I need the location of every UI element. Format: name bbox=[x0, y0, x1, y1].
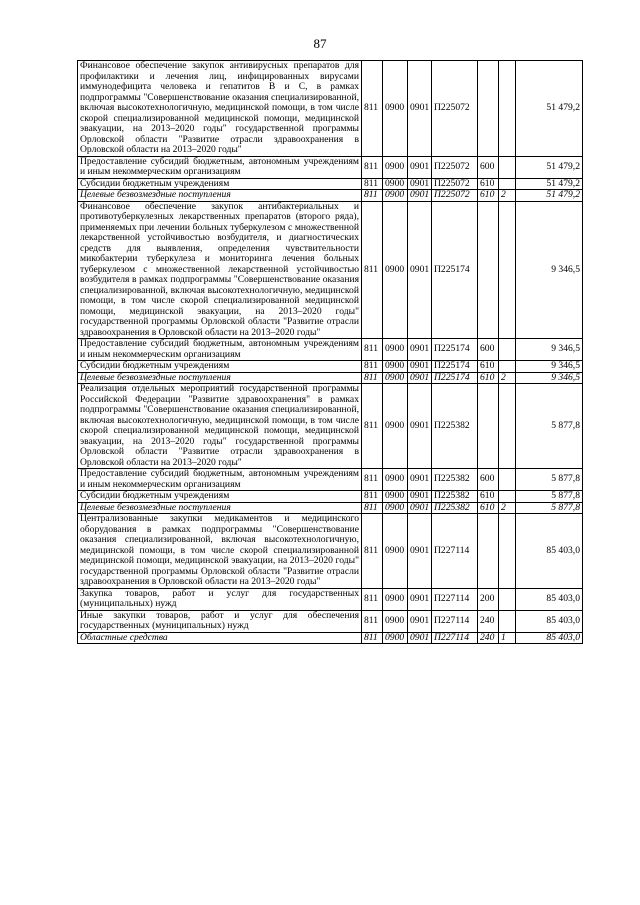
subsection-code: 0901 bbox=[408, 384, 432, 469]
funding-source-code bbox=[499, 156, 516, 178]
row-description: Предоставление субсидий бюджетным, автономным учреждениям и иным некоммерческим организациям bbox=[78, 469, 362, 491]
amount: 5 877,8 bbox=[516, 502, 583, 514]
amount: 9 346,5 bbox=[516, 361, 583, 373]
funding-source-code bbox=[499, 201, 516, 339]
amount: 85 403,0 bbox=[516, 632, 583, 644]
target-article-code: П227114 bbox=[432, 514, 478, 589]
table-row bbox=[78, 190, 583, 202]
target-article-code: П225072 bbox=[432, 178, 478, 190]
table-row bbox=[78, 588, 583, 610]
funding-source-code bbox=[499, 491, 516, 503]
department-code: 811 bbox=[362, 156, 383, 178]
department-code: 811 bbox=[362, 384, 383, 469]
amount: 51 479,2 bbox=[516, 156, 583, 178]
subsection-code: 0901 bbox=[408, 156, 432, 178]
amount: 9 346,5 bbox=[516, 201, 583, 339]
funding-source-code bbox=[499, 588, 516, 610]
expense-type-code: 200 bbox=[478, 588, 499, 610]
section-code: 0900 bbox=[383, 632, 408, 644]
funding-source-code: 2 bbox=[499, 190, 516, 202]
department-code: 811 bbox=[362, 178, 383, 190]
funding-source-code bbox=[499, 361, 516, 373]
subsection-code: 0901 bbox=[408, 610, 432, 632]
target-article-code: П227114 bbox=[432, 632, 478, 644]
subsection-code: 0901 bbox=[408, 469, 432, 491]
row-description: Предоставление субсидий бюджетным, автономным учреждениям и иным некоммерческим организациям bbox=[78, 156, 362, 178]
section-code: 0900 bbox=[383, 491, 408, 503]
row-description: Субсидии бюджетным учреждениям bbox=[78, 178, 362, 190]
expense-type-code: 610 bbox=[478, 361, 499, 373]
section-code: 0900 bbox=[383, 502, 408, 514]
section-code: 0900 bbox=[383, 61, 408, 157]
subsection-code: 0901 bbox=[408, 514, 432, 589]
subsection-code: 0901 bbox=[408, 361, 432, 373]
subsection-code: 0901 bbox=[408, 178, 432, 190]
expense-type-code: 610 bbox=[478, 372, 499, 384]
table-row bbox=[78, 372, 583, 384]
subsection-code: 0901 bbox=[408, 339, 432, 361]
funding-source-code bbox=[499, 384, 516, 469]
amount: 51 479,2 bbox=[516, 61, 583, 157]
row-description: Иные закупки товаров, работ и услуг для обеспечения государственных (муниципальных) нужд bbox=[78, 610, 362, 632]
section-code: 0900 bbox=[383, 361, 408, 373]
target-article-code: П227114 bbox=[432, 610, 478, 632]
target-article-code: П225382 bbox=[432, 491, 478, 503]
target-article-code: П225174 bbox=[432, 361, 478, 373]
department-code: 811 bbox=[362, 502, 383, 514]
department-code: 811 bbox=[362, 61, 383, 157]
target-article-code: П225072 bbox=[432, 190, 478, 202]
subsection-code: 0901 bbox=[408, 201, 432, 339]
row-description: Финансовое обеспечение закупок антивирусных препаратов для профилактики и лечения лиц, инфицированных вирусами иммунодефицита человека и гепатитов В и С, в рамках подпрограммы "Совершенствование оказания специализированной, включая высокотехнологичную, медицинской помощи, в том числе скорой специализированной медицинской помощи, медицинской эвакуации, на 2013–2020 годы" государственной программы Орловской области "Развитие отрасли здравоохранения в Орловской области на 2013–2020 годы" bbox=[78, 61, 362, 157]
table-row bbox=[78, 384, 583, 469]
department-code: 811 bbox=[362, 361, 383, 373]
expense-type-code: 610 bbox=[478, 190, 499, 202]
amount: 9 346,5 bbox=[516, 372, 583, 384]
amount: 85 403,0 bbox=[516, 610, 583, 632]
subsection-code: 0901 bbox=[408, 61, 432, 157]
expense-type-code bbox=[478, 384, 499, 469]
section-code: 0900 bbox=[383, 384, 408, 469]
row-description: Субсидии бюджетным учреждениям bbox=[78, 361, 362, 373]
funding-source-code: 1 bbox=[499, 632, 516, 644]
department-code: 811 bbox=[362, 339, 383, 361]
row-description: Целевые безвозмездные поступления bbox=[78, 502, 362, 514]
expense-type-code: 600 bbox=[478, 339, 499, 361]
target-article-code: П225072 bbox=[432, 61, 478, 157]
amount: 51 479,2 bbox=[516, 190, 583, 202]
subsection-code: 0901 bbox=[408, 491, 432, 503]
row-description: Субсидии бюджетным учреждениям bbox=[78, 491, 362, 503]
row-description: Финансовое обеспечение закупок антибактериальных и противотуберкулезных лекарственных препаратов (второго ряда), применяемых при лечении больных туберкулезом с множественной лекарственной устойчивостью возбудителя, и диагностических средств для выявления, определения чувствительности микобактерии туберкулеза и мониторинга лечения больных туберкулезом с множественной лекарственной устойчивостью возбудителя в рамках подпрограммы "Совершенствование оказания специализированной, включая высокотехнологичную, медицинской помощи, в том числе скорой специализированной медицинской помощи, медицинской эвакуации, на 2013–2020 годы" государственной программы Орловской области "Развитие отрасли здравоохранения в Орловской области на 2013–2020 годы" bbox=[78, 201, 362, 339]
section-code: 0900 bbox=[383, 339, 408, 361]
budget-table bbox=[77, 60, 583, 644]
table-row bbox=[78, 361, 583, 373]
department-code: 811 bbox=[362, 469, 383, 491]
table-row bbox=[78, 610, 583, 632]
subsection-code: 0901 bbox=[408, 502, 432, 514]
funding-source-code bbox=[499, 61, 516, 157]
expense-type-code bbox=[478, 61, 499, 157]
table-row bbox=[78, 339, 583, 361]
section-code: 0900 bbox=[383, 588, 408, 610]
funding-source-code: 2 bbox=[499, 372, 516, 384]
expense-type-code: 610 bbox=[478, 178, 499, 190]
amount: 85 403,0 bbox=[516, 514, 583, 589]
target-article-code: П225382 bbox=[432, 384, 478, 469]
expense-type-code bbox=[478, 201, 499, 339]
department-code: 811 bbox=[362, 190, 383, 202]
department-code: 811 bbox=[362, 632, 383, 644]
target-article-code: П225174 bbox=[432, 201, 478, 339]
funding-source-code bbox=[499, 469, 516, 491]
table-row bbox=[78, 469, 583, 491]
table-row bbox=[78, 201, 583, 339]
row-description: Целевые безвозмездные поступления bbox=[78, 190, 362, 202]
section-code: 0900 bbox=[383, 610, 408, 632]
table-row bbox=[78, 502, 583, 514]
target-article-code: П227114 bbox=[432, 588, 478, 610]
subsection-code: 0901 bbox=[408, 632, 432, 644]
expense-type-code bbox=[478, 514, 499, 589]
table-row bbox=[78, 61, 583, 157]
amount: 5 877,8 bbox=[516, 469, 583, 491]
department-code: 811 bbox=[362, 588, 383, 610]
section-code: 0900 bbox=[383, 156, 408, 178]
target-article-code: П225174 bbox=[432, 339, 478, 361]
funding-source-code bbox=[499, 610, 516, 632]
table-row bbox=[78, 156, 583, 178]
amount: 85 403,0 bbox=[516, 588, 583, 610]
section-code: 0900 bbox=[383, 178, 408, 190]
table-row bbox=[78, 178, 583, 190]
amount: 51 479,2 bbox=[516, 178, 583, 190]
target-article-code: П225382 bbox=[432, 469, 478, 491]
amount: 9 346,5 bbox=[516, 339, 583, 361]
expense-type-code: 610 bbox=[478, 491, 499, 503]
section-code: 0900 bbox=[383, 514, 408, 589]
target-article-code: П225382 bbox=[432, 502, 478, 514]
row-description: Целевые безвозмездные поступления bbox=[78, 372, 362, 384]
funding-source-code bbox=[499, 514, 516, 589]
department-code: 811 bbox=[362, 491, 383, 503]
row-description: Предоставление субсидий бюджетным, автономным учреждениям и иным некоммерческим организациям bbox=[78, 339, 362, 361]
expense-type-code: 600 bbox=[478, 469, 499, 491]
row-description: Реализация отдельных мероприятий государственной программы Российской Федерации "Развитие здравоохранения" в рамках подпрограммы "Совершенствование оказания специализированной, включая высокотехнологичную, медицинской помощи, в том числе скорой специализированной медицинской помощи, медицинской эвакуации, на 2013–2020 годы" государственной программы Орловской области "Развитие отрасли здравоохранения в Орловской области на 2013–2020 годы" bbox=[78, 384, 362, 469]
table-row bbox=[78, 491, 583, 503]
amount: 5 877,8 bbox=[516, 491, 583, 503]
funding-source-code bbox=[499, 339, 516, 361]
row-description: Областные средства bbox=[78, 632, 362, 644]
table-row bbox=[78, 514, 583, 589]
budget-table-body bbox=[78, 61, 583, 644]
department-code: 811 bbox=[362, 610, 383, 632]
subsection-code: 0901 bbox=[408, 588, 432, 610]
funding-source-code: 2 bbox=[499, 502, 516, 514]
page-number: 87 bbox=[313, 36, 327, 51]
department-code: 811 bbox=[362, 372, 383, 384]
department-code: 811 bbox=[362, 514, 383, 589]
subsection-code: 0901 bbox=[408, 190, 432, 202]
target-article-code: П225072 bbox=[432, 156, 478, 178]
section-code: 0900 bbox=[383, 372, 408, 384]
subsection-code: 0901 bbox=[408, 372, 432, 384]
target-article-code: П225174 bbox=[432, 372, 478, 384]
expense-type-code: 600 bbox=[478, 156, 499, 178]
section-code: 0900 bbox=[383, 190, 408, 202]
row-description: Закупка товаров, работ и услуг для государственных (муниципальных) нужд bbox=[78, 588, 362, 610]
table-row bbox=[78, 632, 583, 644]
section-code: 0900 bbox=[383, 469, 408, 491]
row-description: Централизованные закупки медикаментов и медицинского оборудования в рамках подпрограммы "Совершенствование оказания специализированной, включая высокотехнологичную, медицинской помощи, в том числе скорой специализированной медицинской помощи, медицинской эвакуации, на 2013–2020 годы" государственной программы Орловской области "Развитие отрасли здравоохранения в Орловской области на 2013–2020 годы" bbox=[78, 514, 362, 589]
expense-type-code: 610 bbox=[478, 502, 499, 514]
funding-source-code bbox=[499, 178, 516, 190]
expense-type-code: 240 bbox=[478, 610, 499, 632]
amount: 5 877,8 bbox=[516, 384, 583, 469]
section-code: 0900 bbox=[383, 201, 408, 339]
department-code: 811 bbox=[362, 201, 383, 339]
expense-type-code: 240 bbox=[478, 632, 499, 644]
